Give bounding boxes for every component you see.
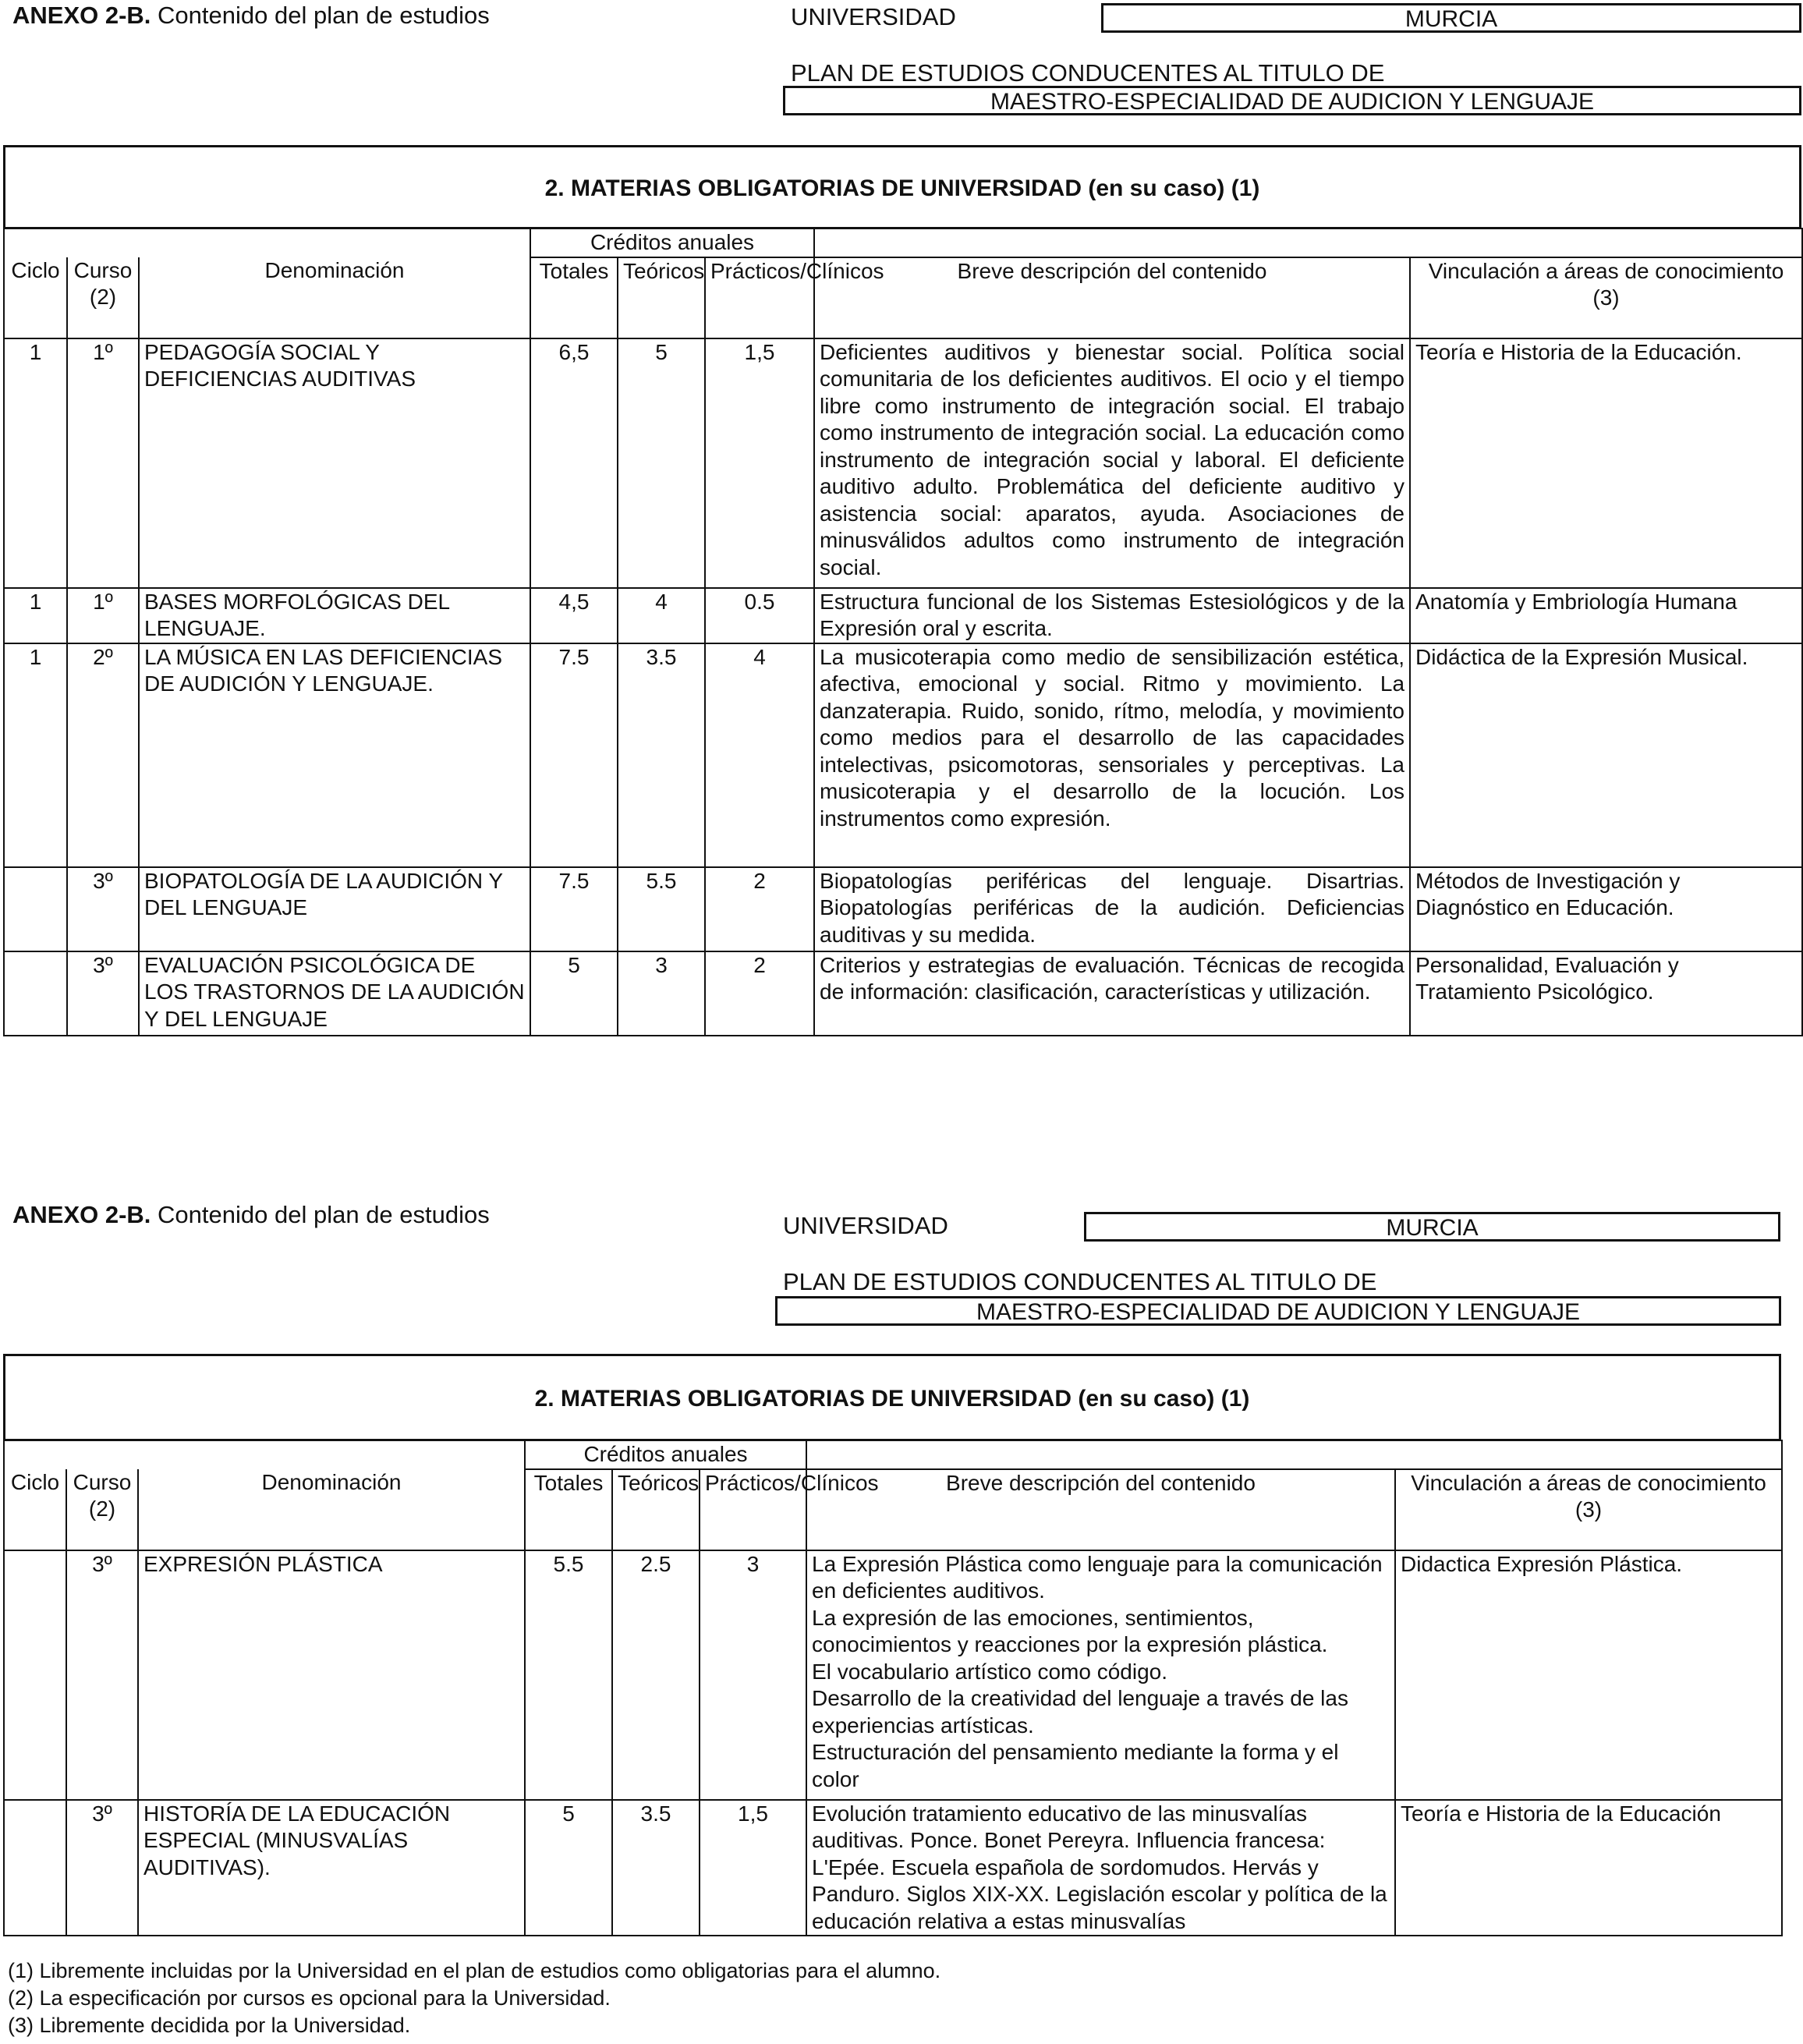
table-group-header (4, 1440, 1782, 1469)
cell-vinculacion: Didactica Expresión Plástica. (1395, 1550, 1782, 1800)
col-descripcion: Breve descripción del contenido (814, 257, 1410, 338)
cell-totales: 5.5 (525, 1550, 612, 1800)
col-denominacion: Denominación (138, 1469, 525, 1550)
anexo-heading (12, 1201, 490, 1229)
subjects-table (3, 1440, 1783, 1936)
anexo-heading (12, 2, 490, 30)
creditos-group-header: Créditos anuales (525, 1440, 806, 1469)
universidad-value-box: MURCIA (1101, 3, 1801, 33)
blank-cell (4, 228, 67, 257)
cell-practicos: 2 (705, 867, 814, 951)
cell-totales: 5 (525, 1800, 612, 1936)
section-title: 2. MATERIAS OBLIGATORIAS DE UNIVERSIDAD (en su caso) (1) (544, 175, 1260, 201)
blank-cell (139, 228, 530, 257)
cell-practicos: 2 (705, 951, 814, 1036)
cell-teoricos: 5 (618, 338, 705, 588)
table-row (4, 588, 1802, 643)
cell-teoricos: 3 (618, 951, 705, 1036)
cell-teoricos: 3.5 (618, 643, 705, 867)
universidad-value-box: MURCIA (1084, 1212, 1780, 1242)
cell-curso: 3º (67, 867, 139, 951)
blank-cell (806, 1440, 1782, 1469)
col-vinculacion: Vinculación a áreas de conocimiento (3) (1395, 1469, 1782, 1550)
col-totales: Totales (530, 257, 618, 338)
cell-descripcion: La musicoterapia como medio de sensibilización estética, afectiva, emocional y social. Ritmo y movimiento. La danzaterapia. Ruido, sonido, rítmo, melodía, y movimiento como medios para el desarrollo de las capacidades intelectivas, psicomotoras, sensoriales y perceptivas. La musicoterapia y el desarrollo de la locución. Los instrumentos como expresión. (814, 643, 1410, 867)
cell-denominacion: LA MÚSICA EN LAS DEFICIENCIAS DE AUDICIÓN Y LENGUAJE. (139, 643, 530, 867)
cell-practicos: 1,5 (700, 1800, 806, 1936)
cell-teoricos: 5.5 (618, 867, 705, 951)
cell-vinculacion: Anatomía y Embriología Humana (1410, 588, 1802, 643)
section-title: 2. MATERIAS OBLIGATORIAS DE UNIVERSIDAD (en su caso) (1) (534, 1386, 1250, 1412)
col-descripcion: Breve descripción del contenido (806, 1469, 1395, 1550)
col-teoricos: Teóricos (612, 1469, 700, 1550)
anexo-label: ANEXO 2-B. (12, 2, 151, 29)
cell-totales: 4,5 (530, 588, 618, 643)
cell-descripcion: Evolución tratamiento educativo de las minusvalías auditivas. Ponce. Bonet Pereyra. Influencia francesa: L'Epée. Escuela española de sordomudos. Hervás y Panduro. Siglos XIX-XX. Legislación escolar y política de la educación relativa a estas minusvalías (806, 1800, 1395, 1936)
subjects-table (3, 228, 1803, 1036)
cell-curso: 2º (67, 643, 139, 867)
cell-teoricos: 3.5 (612, 1800, 700, 1936)
cell-descripcion: Biopatologías periféricas del lenguaje. Disartrias. Biopatologías periféricas de la audición. Deficiencias auditivas y su medida. (814, 867, 1410, 951)
cell-totales: 6,5 (530, 338, 618, 588)
cell-curso: 1º (67, 588, 139, 643)
table-header-row (4, 257, 1802, 338)
col-curso: Curso (2) (66, 1469, 138, 1550)
cell-curso: 1º (67, 338, 139, 588)
footnote-1: (1) Libremente incluidas por la Universidad en el plan de estudios como obligatorias para el alumno. (8, 1959, 941, 1982)
anexo-label: ANEXO 2-B. (12, 1201, 151, 1228)
blank-cell (814, 228, 1802, 257)
table-row (4, 1800, 1782, 1936)
cell-denominacion: BIOPATOLOGÍA DE LA AUDICIÓN Y DEL LENGUAJE (139, 867, 530, 951)
cell-vinculacion: Teoría e Historia de la Educación. (1410, 338, 1802, 588)
plan-label: PLAN DE ESTUDIOS CONDUCENTES AL TITULO DE (783, 1268, 1377, 1295)
cell-practicos: 0.5 (705, 588, 814, 643)
cell-descripcion: Deficientes auditivos y bienestar social. Política social comunitaria de los deficientes auditivos. El ocio y el tiempo libre como instrumento de integración social. El trabajo como instrumento de integración social. La educación como instrumento de integración social y laboral. El deficiente auditivo adulto. Problemática del deficiente auditivo y asistencia social: aparatos, ayuda. Asociaciones de minusválidos adultos como instrumento de integración social. (814, 338, 1410, 588)
table-row (4, 643, 1802, 867)
universidad-label: UNIVERSIDAD (783, 1212, 948, 1239)
cell-totales: 7.5 (530, 867, 618, 951)
col-vinculacion: Vinculación a áreas de conocimiento (3) (1410, 257, 1802, 338)
cell-ciclo: 1 (4, 643, 67, 867)
blank-cell (66, 1440, 138, 1469)
table-header-row (4, 1469, 1782, 1550)
cell-denominacion: PEDAGOGÍA SOCIAL Y DEFICIENCIAS AUDITIVAS (139, 338, 530, 588)
cell-practicos: 3 (700, 1550, 806, 1800)
cell-ciclo: 1 (4, 338, 67, 588)
col-teoricos: Teóricos (618, 257, 705, 338)
cell-vinculacion: Métodos de Investigación y Diagnóstico en Educación. (1410, 867, 1802, 951)
cell-curso: 3º (66, 1550, 138, 1800)
footnote-2: (2) La especificación por cursos es opcional para la Universidad. (8, 1986, 611, 2010)
plan-label: PLAN DE ESTUDIOS CONDUCENTES AL TITULO DE (791, 59, 1385, 87)
cell-totales: 5 (530, 951, 618, 1036)
col-practicos: Prácticos/Clínicos (700, 1469, 806, 1550)
cell-curso: 3º (67, 951, 139, 1036)
cell-ciclo (4, 1800, 66, 1936)
cell-vinculacion: Didáctica de la Expresión Musical. (1410, 643, 1802, 867)
cell-denominacion: EXPRESIÓN PLÁSTICA (138, 1550, 525, 1800)
col-denominacion: Denominación (139, 257, 530, 338)
blank-cell (67, 228, 139, 257)
cell-teoricos: 4 (618, 588, 705, 643)
col-ciclo: Ciclo (4, 257, 67, 338)
cell-vinculacion: Personalidad, Evaluación y Tratamiento Psicológico. (1410, 951, 1802, 1036)
cell-denominacion: HISTORÍA DE LA EDUCACIÓN ESPECIAL (MINUSVALÍAS AUDITIVAS). (138, 1800, 525, 1936)
cell-ciclo (4, 1550, 66, 1800)
cell-denominacion: EVALUACIÓN PSICOLÓGICA DE LOS TRASTORNOS DE LA AUDICIÓN Y DEL LENGUAJE (139, 951, 530, 1036)
blank-cell (4, 1440, 66, 1469)
cell-curso: 3º (66, 1800, 138, 1936)
anexo-text: Contenido del plan de estudios (158, 2, 490, 29)
section-frame (3, 145, 1801, 229)
cell-ciclo: 1 (4, 588, 67, 643)
cell-vinculacion: Teoría e Historia de la Educación (1395, 1800, 1782, 1936)
cell-totales: 7.5 (530, 643, 618, 867)
universidad-label: UNIVERSIDAD (791, 3, 956, 30)
table-row (4, 338, 1802, 588)
table-row (4, 867, 1802, 951)
cell-practicos: 4 (705, 643, 814, 867)
section-frame (3, 1354, 1781, 1441)
col-totales: Totales (525, 1469, 612, 1550)
footnote-3: (3) Libremente decidida por la Universidad. (8, 2014, 411, 2037)
col-curso: Curso (2) (67, 257, 139, 338)
plan-value-box: MAESTRO-ESPECIALIDAD DE AUDICION Y LENGUAJE (783, 86, 1801, 115)
table-row (4, 951, 1802, 1036)
col-practicos: Prácticos/Clínicos (705, 257, 814, 338)
cell-descripcion: La Expresión Plástica como lenguaje para la comunicación en deficientes auditivos. La expresión de las emociones, sentimientos, conocimientos y reacciones por la expresión plástica. El vocabulario artístico como código. Desarrollo de la creatividad del lenguaje a través de las experiencias artísticas. Estructuración del pensamiento mediante la forma y el color (806, 1550, 1395, 1800)
blank-cell (138, 1440, 525, 1469)
table-row (4, 1550, 1782, 1800)
creditos-group-header: Créditos anuales (530, 228, 814, 257)
cell-ciclo (4, 867, 67, 951)
plan-value-box: MAESTRO-ESPECIALIDAD DE AUDICION Y LENGUAJE (775, 1296, 1781, 1326)
cell-teoricos: 2.5 (612, 1550, 700, 1800)
cell-ciclo (4, 951, 67, 1036)
cell-descripcion: Criterios y estrategias de evaluación. Técnicas de recogida de información: clasificación, características y utilización. (814, 951, 1410, 1036)
anexo-text: Contenido del plan de estudios (158, 1201, 490, 1228)
table-group-header (4, 228, 1802, 257)
col-ciclo: Ciclo (4, 1469, 66, 1550)
cell-denominacion: BASES MORFOLÓGICAS DEL LENGUAJE. (139, 588, 530, 643)
cell-descripcion: Estructura funcional de los Sistemas Estesiológicos y de la Expresión oral y escrita. (814, 588, 1410, 643)
cell-practicos: 1,5 (705, 338, 814, 588)
